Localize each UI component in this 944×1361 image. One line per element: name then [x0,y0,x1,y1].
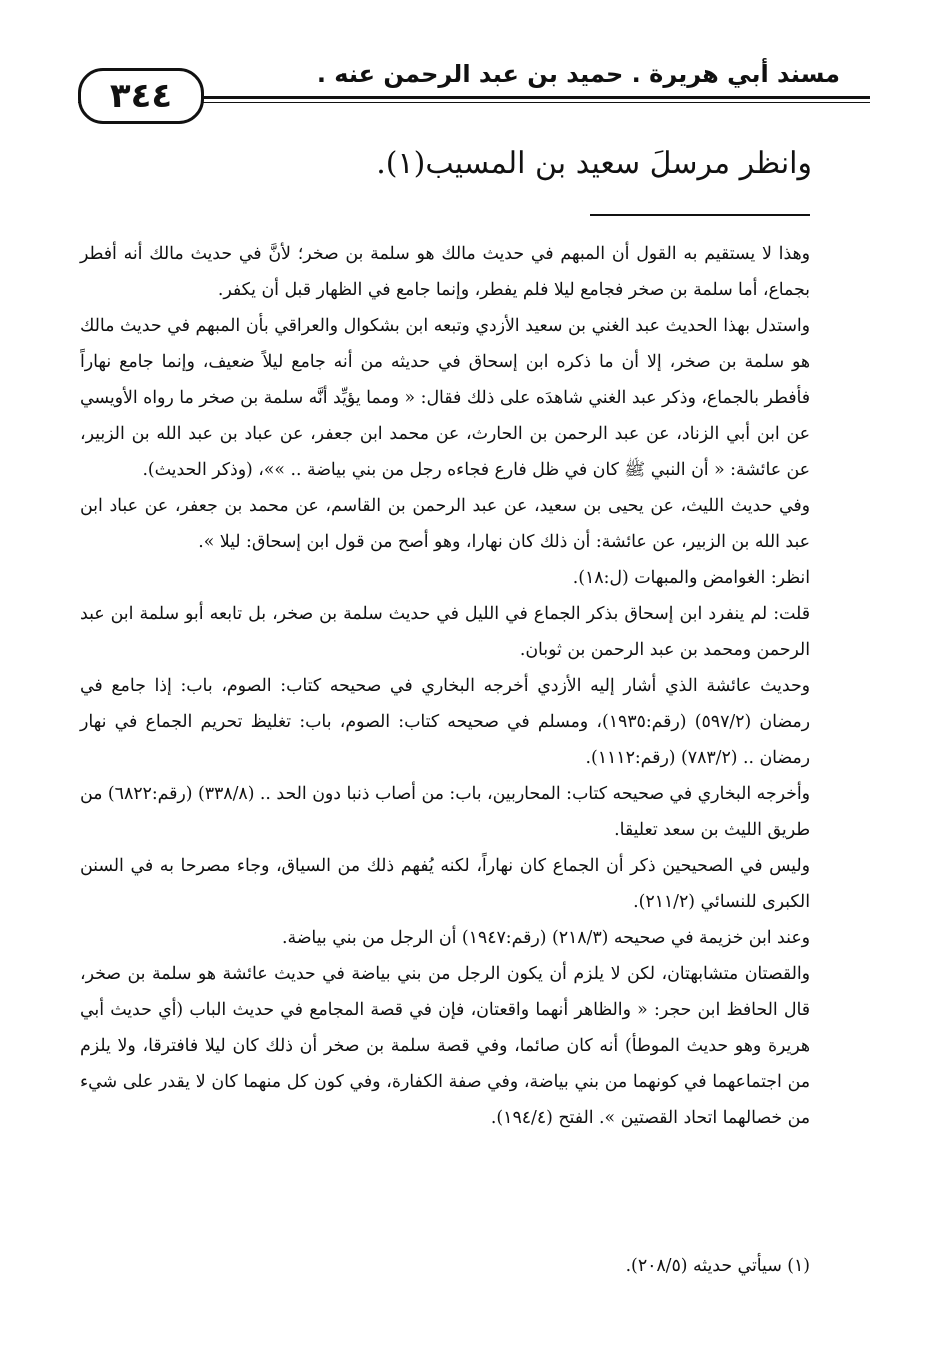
paragraph: وعند ابن خزيمة في صحيحه (٢١٨/٣) (رقم:١٩٤٧) أن الرجل من بني بياضة. [282,928,810,948]
paragraph: والقصتان متشابهتان، لكن لا يلزم أن يكون الرجل من بني بياضة في حديث عائشة هو سلمة بن صخر، قال الحافظ ابن حجر: « والظاهر أنهما واقعتان، فإن في قصة المجامع في حديث الباب (أي حديث أبي هريرة وهو حديث الموطأ) أنه كان صائما، وفي قصة سلمة بن صخر أن ذلك كان ليلا فافترقا، ولا يلزم من اجتماعهما في كونهما من بني بياضة، وفي صفة الكفارة، وفي كون كل منهما كان لا يقدر على شيء من خصالهما اتحاد القصتين ». الفتح (١٩٤/٤). [80,964,810,1128]
page-number: ٣٤٤ [78,68,204,124]
paragraph: انظر: الغوامض والمبهات (ل:١٨). [572,568,810,588]
paragraph: وحديث عائشة الذي أشار إليه الأزدي أخرجه البخاري في صحيحه كتاب: الصوم، باب: إذا جامع في رمضان (٥٩٧/٢) (رقم:١٩٣٥)، ومسلم في صحيحه كتاب: الصوم، باب: تغليظ تحريم الجماع في نهار رمضان .. (٧٨٣/٢) (رقم:١١١٢). [80,676,810,768]
page-header [78,58,870,122]
running-title: مسند أبي هريرة . حميد بن عبد الرحمن عنه . [311,60,846,88]
paragraph: وأخرجه البخاري في صحيحه كتاب: المحاربين، باب: من أصاب ذنبا دون الحد .. (٣٣٨/٨) (رقم:٦٨٢٢) من طريق الليث بن سعد تعليقا. [80,784,810,840]
footnote: (١) سيأتي حديثه (٢٠٨/٥). [625,1256,810,1276]
paragraph: واستدل بهذا الحديث عبد الغني بن سعيد الأزدي وتبعه ابن بشكوال والعراقي بأن المبهم في حديث مالك هو سلمة بن صخر، إلا أن ما ذكره ابن إسحاق في حديثه من أنه جامع ليلاً ضعيف، وإنما جامع نهاراً فأفطر بالجماع، وذكر عبد الغني شاهدَه على ذلك فقال: « ومما يؤيِّد أنَّه سلمة بن صخر ما رواه الأويسي عن ابن أبي الزناد، عن عبد الرحمن بن الحارث، عن محمد ابن جعفر، عن عباد بن عبد الله بن الزبير، عن عائشة: « أن النبي ﷺ كان في ظل فارع فجاءه رجل من بني بياضة .. »»، (وذكر الحديث). [80,316,810,480]
paragraph: وليس في الصحيحين ذكر أن الجماع كان نهاراً، لكنه يُفهم ذلك من السياق، وجاء مصرحا به في السنن الكبرى للنسائي (٢١١/٢). [80,856,810,912]
intro-line: وانظر مرسلَ سعيد بن المسيب(١). [376,146,812,181]
paragraph: وهذا لا يستقيم به القول أن المبهم في حديث مالك هو سلمة بن صخر؛ لأنَّ في حديث مالك أنه أفطر بجماع، أما سلمة بن صخر فجامع ليلا فلم يفطر، وإنما جامع في الظهار قبل أن يكفر. [80,244,810,300]
footnote-separator [590,214,810,216]
paragraph: قلت: لم ينفرد ابن إسحاق بذكر الجماع في الليل في حديث سلمة بن صخر، بل تابعه أبو سلمة ابن عبد الرحمن ومحمد بن عبد الرحمن بن ثوبان. [80,604,810,660]
commentary-body [80,236,810,1136]
paragraph: وفي حديث الليث، عن يحيى بن سعيد، عن عبد الرحمن بن القاسم، عن محمد بن جعفر، عن عباد ابن عبد الله بن الزبير، عن عائشة: أن ذلك كان نهارا، وهو أصح من قول ابن إسحاق: ليلا ». [80,496,810,552]
